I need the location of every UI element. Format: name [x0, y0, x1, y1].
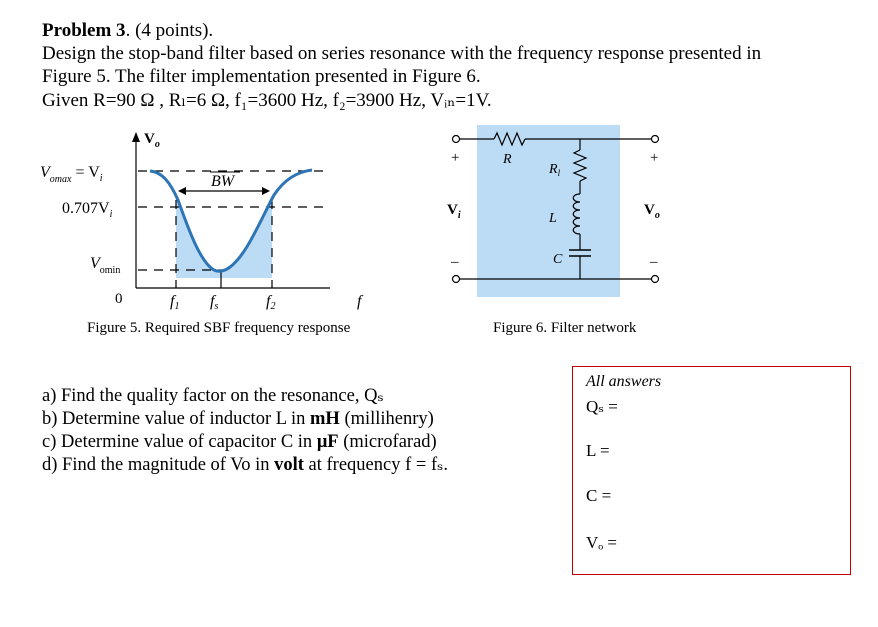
answer-l-field[interactable]: L =: [586, 441, 610, 460]
l-label: L: [549, 211, 557, 226]
answers-title: All answers: [586, 373, 662, 390]
output-terminal-bottom: [652, 276, 659, 283]
answer-qs-field[interactable]: Qₛ =: [586, 397, 618, 416]
question-b-text: b) Determine value of inductor L in: [42, 409, 310, 429]
zero-label: 0: [115, 291, 123, 307]
problem-points: . (4 points).: [125, 20, 214, 41]
problem-given-values: Given R=90 Ω , Rₗ=6 Ω, f₁=3600 Hz, f₂=3900 Hz, Vᵢₙ=1V.: [42, 90, 492, 111]
question-b-unit: mH: [310, 409, 340, 429]
vomin-label: $V_{omin}$: [90, 255, 121, 276]
vo-plus-label: +: [650, 150, 659, 166]
figure-5-caption: Figure 5. Required SBF frequency response: [87, 320, 351, 336]
vi-label: $V_i$: [447, 202, 461, 221]
problem-text-line-2: Figure 5. The filter implementation presented in Figure 6.: [42, 66, 481, 87]
question-c-unit: μF: [316, 432, 339, 452]
vo-label: $V_o$: [644, 202, 660, 221]
question-d: [42, 454, 448, 477]
bw-label: BW: [211, 173, 235, 190]
axis-y-label: $V_o$: [144, 131, 160, 150]
f1-label: f1: [170, 293, 180, 312]
vo-minus-label: –: [650, 254, 658, 270]
question-d-unit: volt: [274, 455, 304, 475]
answer-vo-field[interactable]: Vₒ =: [586, 533, 618, 552]
f-axis-label: f: [357, 293, 362, 310]
fs-label: fs: [210, 293, 219, 312]
question-b-suffix: (millihenry): [339, 409, 434, 429]
input-terminal-top: [453, 136, 460, 143]
vi-minus-label: –: [451, 254, 459, 270]
question-c: [42, 431, 437, 454]
input-terminal-bottom: [453, 276, 460, 283]
vi-plus-label: +: [451, 150, 460, 166]
question-d-text: d) Find the magnitude of Vo in: [42, 455, 275, 475]
question-c-suffix: (microfarad): [338, 432, 437, 452]
c-label: C: [553, 252, 563, 267]
output-terminal-top: [652, 136, 659, 143]
question-d-suffix: at frequency f = fₛ.: [303, 455, 448, 475]
problem-text-line-1: Design the stop-band filter based on series resonance with the frequency response presented in: [42, 43, 762, 64]
answers-box: [572, 366, 851, 575]
v707-label: $0.707V_i$: [62, 200, 113, 220]
f2-label: f2: [266, 293, 276, 312]
answer-c-field[interactable]: C =: [586, 486, 612, 505]
question-b: [42, 408, 434, 431]
r-label: R: [503, 152, 512, 167]
problem-number: Problem 3: [42, 20, 126, 41]
rl-label: $R_l$: [549, 162, 561, 178]
figure-6-caption: Figure 6. Filter network: [493, 320, 637, 336]
question-c-text: c) Determine value of capacitor C in: [42, 432, 317, 452]
question-a: a) Find the quality factor on the resonance, Qₛ: [42, 386, 384, 406]
vomax-label: $V_{omax} = V_i$: [40, 164, 103, 185]
